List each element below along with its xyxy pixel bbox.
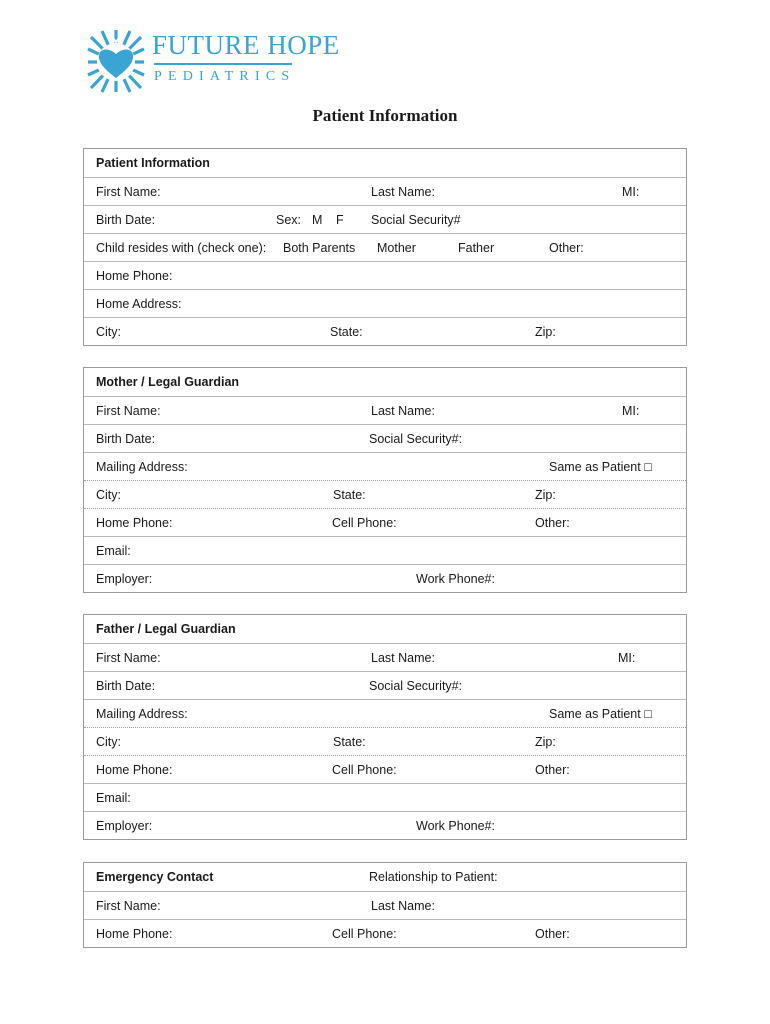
employer-row [84,564,686,592]
first-name-field[interactable]: First Name: [96,899,161,913]
section-header-row [84,149,686,177]
home-address-field[interactable]: Home Address: [96,297,182,311]
email-field[interactable]: Email: [96,791,131,805]
logo-name: FUTURE HOPE [152,30,340,60]
mailing-address-field[interactable]: Mailing Address: [96,707,188,721]
birth-date-field[interactable]: Birth Date: [96,679,156,693]
first-name-field[interactable]: First Name: [96,651,161,665]
home-phone-field[interactable]: Home Phone: [96,516,173,530]
patient-information-section [83,148,687,346]
home-address-row [84,289,686,317]
email-field[interactable]: Email: [96,544,131,558]
section-header: Father / Legal Guardian [96,622,236,636]
sex-label: Sex: [276,213,302,227]
mailing-address-row [84,452,686,480]
state-field[interactable]: State: [330,325,363,339]
middle-initial-field[interactable]: MI: [618,651,636,665]
first-name-field[interactable]: First Name: [96,185,161,199]
city-row [84,727,686,755]
name-row [84,643,686,671]
section-header: Mother / Legal Guardian [96,375,240,389]
same-as-patient-checkbox[interactable]: Same as Patient □ [549,707,652,721]
zip-field[interactable]: Zip: [535,325,556,339]
birth-row [84,424,686,452]
employer-field[interactable]: Employer: [96,819,153,833]
birth-date-field[interactable]: Birth Date: [96,432,156,446]
emergency-contact-section [83,862,687,948]
birth-row [84,671,686,699]
city-row [84,480,686,508]
clinic-logo [86,28,340,98]
logo-subtitle: PEDIATRICS [154,69,296,84]
social-security-field[interactable]: Social Security#: [369,432,463,446]
phone-row [84,508,686,536]
option-both-parents[interactable]: Both Parents [283,241,356,255]
middle-initial-field[interactable]: MI: [622,404,640,418]
birth-row [84,205,686,233]
cell-phone-field[interactable]: Cell Phone: [332,516,397,530]
home-phone-row [84,261,686,289]
option-mother[interactable]: Mother [377,241,416,255]
section-header-row [84,368,686,396]
other-phone-field[interactable]: Other: [535,927,570,941]
name-row [84,396,686,424]
option-other[interactable]: Other: [549,241,584,255]
mailing-address-row [84,699,686,727]
last-name-field[interactable]: Last Name: [371,651,435,665]
logo-divider [154,63,292,65]
city-row [84,317,686,345]
name-row [84,177,686,205]
last-name-field[interactable]: Last Name: [371,404,435,418]
sunburst-heart-icon [86,28,146,94]
city-field[interactable]: City: [96,735,121,749]
employer-field[interactable]: Employer: [96,572,153,586]
resides-with-row [84,233,686,261]
phone-row [84,755,686,783]
mother-guardian-section [83,367,687,593]
section-header: Emergency Contact [96,870,214,884]
state-field[interactable]: State: [333,488,366,502]
first-name-field[interactable]: First Name: [96,404,161,418]
document-title: Patient Information [312,106,458,125]
mailing-address-field[interactable]: Mailing Address: [96,460,188,474]
city-field[interactable]: City: [96,488,121,502]
city-field[interactable]: City: [96,325,121,339]
same-as-patient-checkbox[interactable]: Same as Patient □ [549,460,652,474]
name-row [84,891,686,919]
birth-date-field[interactable]: Birth Date: [96,213,156,227]
father-guardian-section [83,614,687,840]
social-security-field[interactable]: Social Security# [371,213,461,227]
home-phone-field[interactable]: Home Phone: [96,763,173,777]
cell-phone-field[interactable]: Cell Phone: [332,927,397,941]
state-field[interactable]: State: [333,735,366,749]
option-father[interactable]: Father [458,241,495,255]
other-phone-field[interactable]: Other: [535,763,570,777]
zip-field[interactable]: Zip: [535,735,556,749]
email-row [84,536,686,564]
resides-with-label: Child resides with (check one): [96,241,267,255]
social-security-field[interactable]: Social Security#: [369,679,463,693]
other-phone-field[interactable]: Other: [535,516,570,530]
home-phone-field[interactable]: Home Phone: [96,927,173,941]
work-phone-field[interactable]: Work Phone#: [416,819,495,833]
cell-phone-field[interactable]: Cell Phone: [332,763,397,777]
sex-option-m[interactable]: M [312,213,323,227]
phone-row [84,919,686,947]
middle-initial-field[interactable]: MI: [622,185,640,199]
sex-option-f[interactable]: F [336,213,344,227]
home-phone-field[interactable]: Home Phone: [96,269,173,283]
section-header-row [84,863,686,891]
section-header: Patient Information [96,156,210,170]
employer-row [84,811,686,839]
email-row [84,783,686,811]
last-name-field[interactable]: Last Name: [371,185,435,199]
zip-field[interactable]: Zip: [535,488,556,502]
relationship-field[interactable]: Relationship to Patient: [369,870,498,884]
work-phone-field[interactable]: Work Phone#: [416,572,495,586]
last-name-field[interactable]: Last Name: [371,899,435,913]
section-header-row [84,615,686,643]
